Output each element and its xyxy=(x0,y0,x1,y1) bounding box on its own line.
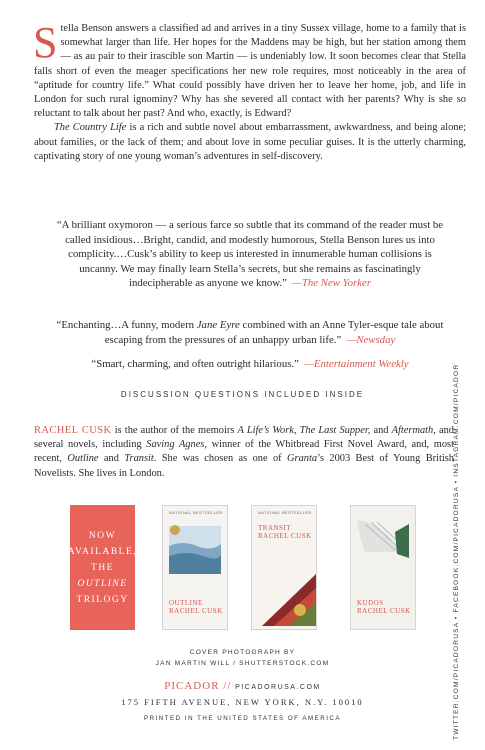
promo-line: NOW xyxy=(88,530,117,541)
publisher-name: PICADOR xyxy=(164,680,220,692)
book-tag: NATIONAL BESTSELLER xyxy=(169,511,223,515)
quote-text: “Smart, charming, and often outright hilarious.” xyxy=(91,358,299,370)
book-title: OUTLINE RACHEL CUSK xyxy=(169,599,223,615)
book-cover-transit xyxy=(251,505,317,630)
publisher-line xyxy=(0,680,485,692)
description-paragraph-2 xyxy=(34,121,466,164)
bio-text: and several novels, including xyxy=(34,425,454,451)
bio-work: Aftermath, xyxy=(391,425,436,436)
author-name: RACHEL CUSK xyxy=(34,425,112,436)
wing-image xyxy=(351,512,415,572)
bio-text: winner of the Whitbread First Novel Award, and, most recent, xyxy=(34,439,454,465)
trilogy-promo-panel xyxy=(67,505,138,630)
credit-line: JAN MARTIN WILL / SHUTTERSTOCK.COM xyxy=(155,660,330,667)
promo-line: TRILOGY xyxy=(76,594,129,605)
description-text-2: is a rich and subtle novel about embarrassment, awkwardness, and being alone; about families, or the lack of them; and about love in some peculiar guises. It is the utterly charming, captivating story of one young woman’s adventures in self-discovery. xyxy=(34,122,466,162)
bio-text: and xyxy=(370,425,392,436)
book-tag: NATIONAL BESTSELLER xyxy=(258,511,312,515)
bio-text: is the author of the memoirs xyxy=(111,425,238,436)
drop-cap: S xyxy=(33,18,58,67)
promo-line: AVAILABLE, xyxy=(67,546,138,557)
book-cover-outline xyxy=(162,505,228,630)
book-title-italic: The Country Life xyxy=(54,122,127,134)
review-quote-ew xyxy=(54,357,446,372)
bio-work: Saving Agnes, xyxy=(146,439,207,451)
review-quote-new-yorker xyxy=(54,218,446,291)
book-title: KUDOS RACHEL CUSK xyxy=(357,599,411,615)
bio-work: Granta xyxy=(287,453,318,465)
publisher-slash: // xyxy=(219,680,236,692)
publisher-url[interactable]: PICADORUSA.COM xyxy=(235,684,321,691)
bio-text: and xyxy=(98,453,125,465)
book-title: TRANSIT RACHEL CUSK xyxy=(258,524,312,540)
publisher-address: 175 FIFTH AVENUE, NEW YORK, N.Y. 10010 xyxy=(121,697,364,707)
bio-text: . She was chosen as one of xyxy=(153,453,288,465)
book-cover-kudos xyxy=(350,505,416,630)
book-description xyxy=(33,18,466,164)
bio-work: A Life’s Work, The Last Supper, xyxy=(237,425,371,436)
description-text-1: tella Benson answers a classified ad and arrives in a tiny Sussex village, home to a family that is somewhat larger than life. Her hopes for the Maddens may be high, but her station among them — as au pair to their irascible son Martin — is undeniably low. It soon becomes clear that Stella falls short of even the meager specifications her new role requires, most noticeably in the area of “aptitude for country life.” What could possibly have driven her to leave her home, job, and life in London for such rural ignominy? Why has she severed all contact with her parents? Why is she so reluctant to talk about her past? And who, exactly, is Edward? xyxy=(34,23,466,120)
quote-italic-title: Jane Eyre xyxy=(196,319,240,331)
bio-text: ’s 2003 Best of Young British Novelists. She lives in London. xyxy=(34,453,454,479)
description-paragraph-1 xyxy=(33,18,466,121)
promo-line: OUTLINE xyxy=(77,578,128,589)
quote-source: —Entertainment Weekly xyxy=(304,358,409,370)
sea-image xyxy=(163,520,227,580)
quote-text: “A brilliant oxymoron — a serious farce so subtle that its command of the reader must be called insidious…Bright, candid, and modestly humorous, Stella Benson lures us into complicity.…Cusk’s ability to keep us interested in innumerable human collisions is uncanny. We may finally learn Stella’s secrets, but she remains as fascinatingly indecipherable as anyone we know.” xyxy=(56,219,444,290)
social-links[interactable]: TWITTER.COM/PICADORUSA • FACEBOOK.COM/PICADORUSA • INSTAGRAM.COM/PICADOR xyxy=(453,363,460,740)
quote-source: —Newsday xyxy=(346,333,396,346)
bio-work: Outline xyxy=(67,453,99,465)
quote-source: —The New Yorker xyxy=(292,277,372,290)
quote-text-cont: combined with an Anne Tyler-esque tale about escaping from the pressures of an unhappy urban life.” xyxy=(104,319,444,346)
credit-line: COVER PHOTOGRAPH BY xyxy=(189,649,296,656)
discussion-label: DISCUSSION QUESTIONS INCLUDED INSIDE xyxy=(120,390,365,399)
tile-image xyxy=(252,556,316,626)
promo-line: THE xyxy=(91,562,114,573)
printed-notice: PRINTED IN THE UNITED STATES OF AMERICA xyxy=(143,715,342,722)
cover-credit xyxy=(0,647,485,669)
quote-text: “Enchanting…A funny, modern xyxy=(56,319,197,331)
review-quote-newsday xyxy=(54,318,446,347)
bio-work: Transit xyxy=(124,453,154,465)
author-bio xyxy=(34,424,454,481)
